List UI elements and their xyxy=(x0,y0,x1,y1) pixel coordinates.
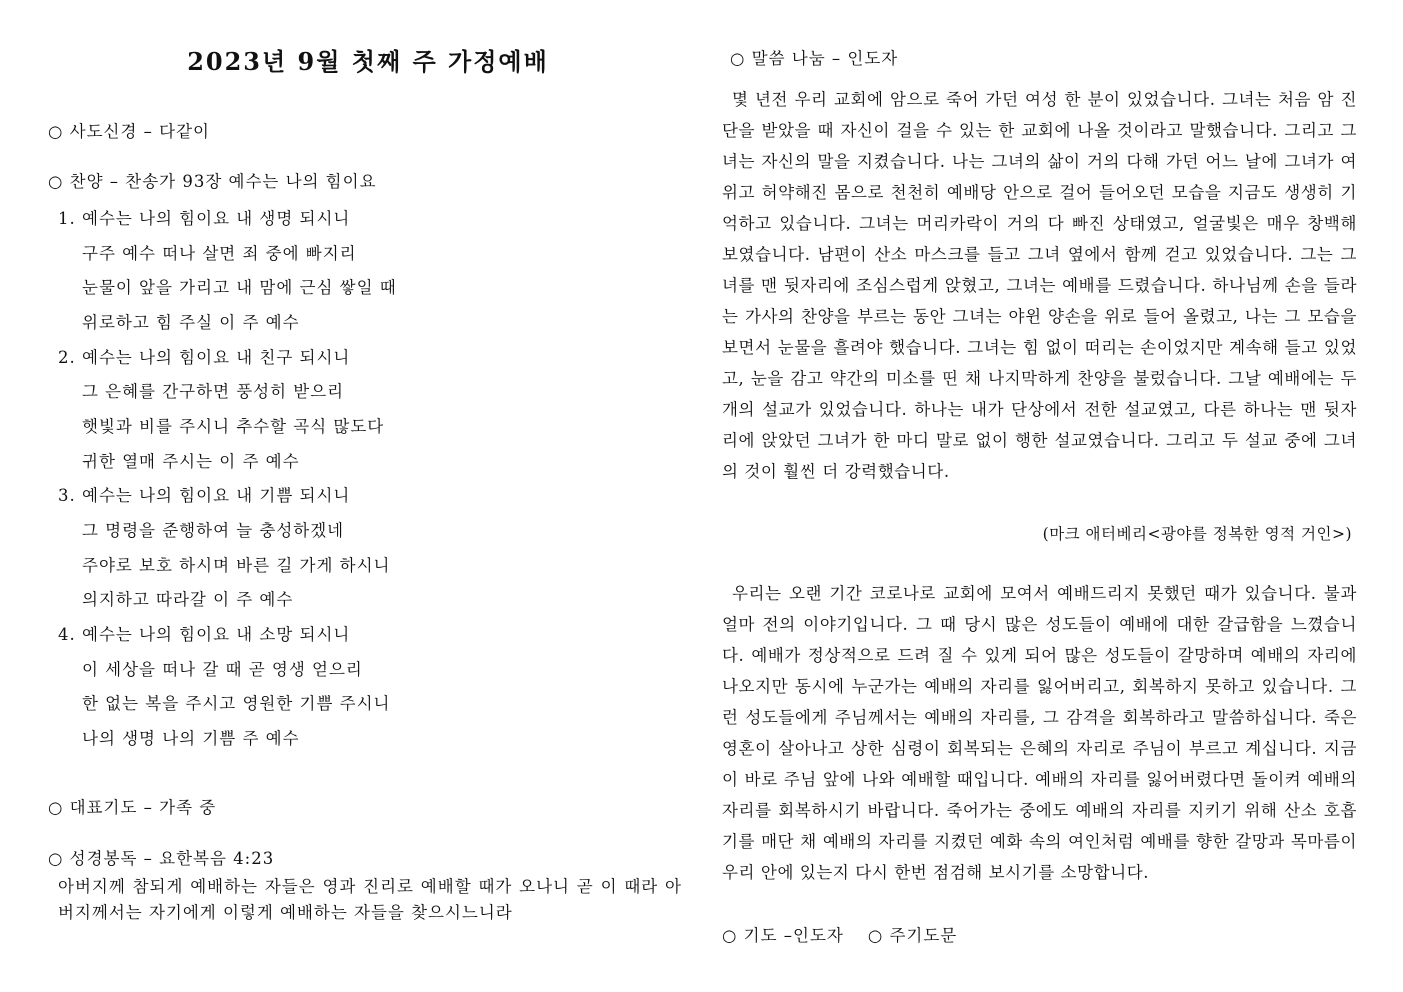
hymn-verse-4-line-2: 이 세상을 떠나 갈 때 곧 영생 얻으리 xyxy=(82,660,363,679)
hymn-verse-2-line-1: 2. 예수는 나의 힘이요 내 친구 되시니 xyxy=(58,348,351,367)
hymn-verse-1-line-3: 눈물이 앞을 가리고 내 맘에 근심 쌓일 때 xyxy=(82,278,397,297)
verse-number: 4. xyxy=(58,625,76,644)
section-creed: ○ 사도신경 – 다같이 xyxy=(48,122,210,141)
verse-number: 2. xyxy=(58,348,76,367)
section-sermon: ○ 말씀 나눔 – 인도자 xyxy=(730,49,899,68)
scripture-text: 아버지께 참되게 예배하는 자들은 영과 진리로 예배할 때가 오나니 곧 이 때라 아버지께서는 자기에게 이렇게 예배하는 자들을 찾으시느니라 xyxy=(58,877,682,922)
section-hymn: ○ 찬양 – 찬송가 93장 예수는 나의 힘이요 xyxy=(48,172,377,191)
hymn-verse-2-line-3: 햇빛과 비를 주시니 추수할 곡식 많도다 xyxy=(82,417,385,436)
hymn-verse-1-line-4: 위로하고 힘 주실 이 주 예수 xyxy=(82,313,300,332)
hymn-verse-3-line-1: 3. 예수는 나의 힘이요 내 기쁨 되시니 xyxy=(58,486,351,505)
hymn-verse-3-line-3: 주야로 보호 하시며 바른 길 가게 하시니 xyxy=(82,556,391,575)
hymn-verse-4-line-1: 4. 예수는 나의 힘이요 내 소망 되시니 xyxy=(58,625,351,644)
section-reading: ○ 성경봉독 – 요한복음 4:23 xyxy=(48,849,275,868)
hymn-verse-2-line-4: 귀한 열매 주시는 이 주 예수 xyxy=(82,452,300,471)
hymn-verse-3-line-4: 의지하고 따라갈 이 주 예수 xyxy=(82,590,294,609)
verse-number: 1. xyxy=(58,209,76,228)
page-title: 2023년 9월 첫째 주 가정예배 xyxy=(187,47,549,76)
closing-row xyxy=(722,922,957,946)
hymn-verse-1-line-1: 1. 예수는 나의 힘이요 내 생명 되시니 xyxy=(58,209,351,228)
hymn-verse-1-line-2: 구주 예수 떠나 살면 죄 중에 빠지리 xyxy=(82,244,357,263)
verse-number: 3. xyxy=(58,486,76,505)
hymn-verse-4-line-4: 나의 생명 나의 기쁨 주 예수 xyxy=(82,729,300,748)
hymn-verse-4-line-3: 한 없는 복을 주시고 영원한 기쁨 주시니 xyxy=(82,694,391,713)
sermon-paragraph-2: 우리는 오랜 기간 코로나로 교회에 모여서 예배드리지 못했던 때가 있습니다. 불과 얼마 전의 이야기입니다. 그 때 당시 많은 성도들이 예배에 대한 갈급함을 느꼈습니다. 예배가 정상적으로 드려 질 수 있게 되어 많은 성도들이 갈망하며 예배의 자리에 나오지만 동시에 누군가는 예배의 자리를 잃어버리고, 회복하지 못하고 있습니다. 그런 성도들에게 주님께서는 예배의 자리를, 그 감격을 회복하라고 말씀하십니다. 죽은 영혼이 살아나고 상한 심령이 회복되는 은혜의 자리로 주님이 부르고 계십니다. 지금이 바로 주님 앞에 나와 예배할 때입니다. 예배의 자리를 잃어버렸다면 돌이켜 예배의 자리를 회복하시기 바랍니다. 죽어가는 중에도 예배의 자리를 지키기 위해 산소 호흡기를 매단 채 예배의 자리를 지켰던 예화 속의 여인처럼 예배를 향한 갈망과 목마름이 우리 안에 있는지 다시 한번 점검해 보시기를 소망합니다. xyxy=(722,584,1357,882)
citation: (마크 애터베리<광야를 정복한 영적 거인>) xyxy=(1042,525,1352,543)
section-lords-prayer: ○ 주기도문 xyxy=(867,926,958,945)
hymn-verse-3-line-2: 그 명령을 준행하여 늘 충성하겠네 xyxy=(82,521,345,540)
section-prayer: ○ 대표기도 – 가족 중 xyxy=(48,798,217,817)
hymn-verse-2-line-2: 그 은혜를 간구하면 풍성히 받으리 xyxy=(82,382,345,401)
section-closing-prayer: ○ 기도 –인도자 xyxy=(722,926,844,945)
sermon-paragraph-1: 몇 년전 우리 교회에 암으로 죽어 가던 여성 한 분이 있었습니다. 그녀는 처음 암 진단을 받았을 때 자신이 걸을 수 있는 한 교회에 나올 것이라고 말했습니다. 그리고 그녀는 자신의 말을 지켰습니다. 나는 그녀의 삶이 거의 다해 가던 어느 날에 그녀가 여위고 허약해진 몸으로 천천히 예배당 안으로 걸어 들어오던 모습을 지금도 생생히 기억하고 있습니다. 그녀는 머리카락이 거의 다 빠진 상태였고, 얼굴빛은 매우 창백해 보였습니다. 남편이 산소 마스크를 들고 그녀 옆에서 함께 걷고 있었습니다. 그는 그녀를 맨 뒷자리에 조심스럽게 앉혔고, 그녀는 예배를 드렸습니다. 하나님께 손을 들라는 가사의 찬양을 부르는 동안 그녀는 야윈 양손을 위로 들어 올렸고, 나는 그 모습을 보면서 눈물을 흘려야 했습니다. 그녀는 힘 없이 떠리는 손이었지만 계속해 들고 있었고, 눈을 감고 약간의 미소를 띤 채 나지막하게 찬양을 불렀습니다. 그날 예배에는 두 개의 설교가 있었습니다. 하나는 내가 단상에서 전한 설교였고, 다른 하나는 맨 뒷자리에 앉았던 그녀가 한 마디 말로 없이 행한 설교였습니다. 그리고 두 설교 중에 그녀의 것이 훨씬 더 강력했습니다. xyxy=(722,90,1357,481)
